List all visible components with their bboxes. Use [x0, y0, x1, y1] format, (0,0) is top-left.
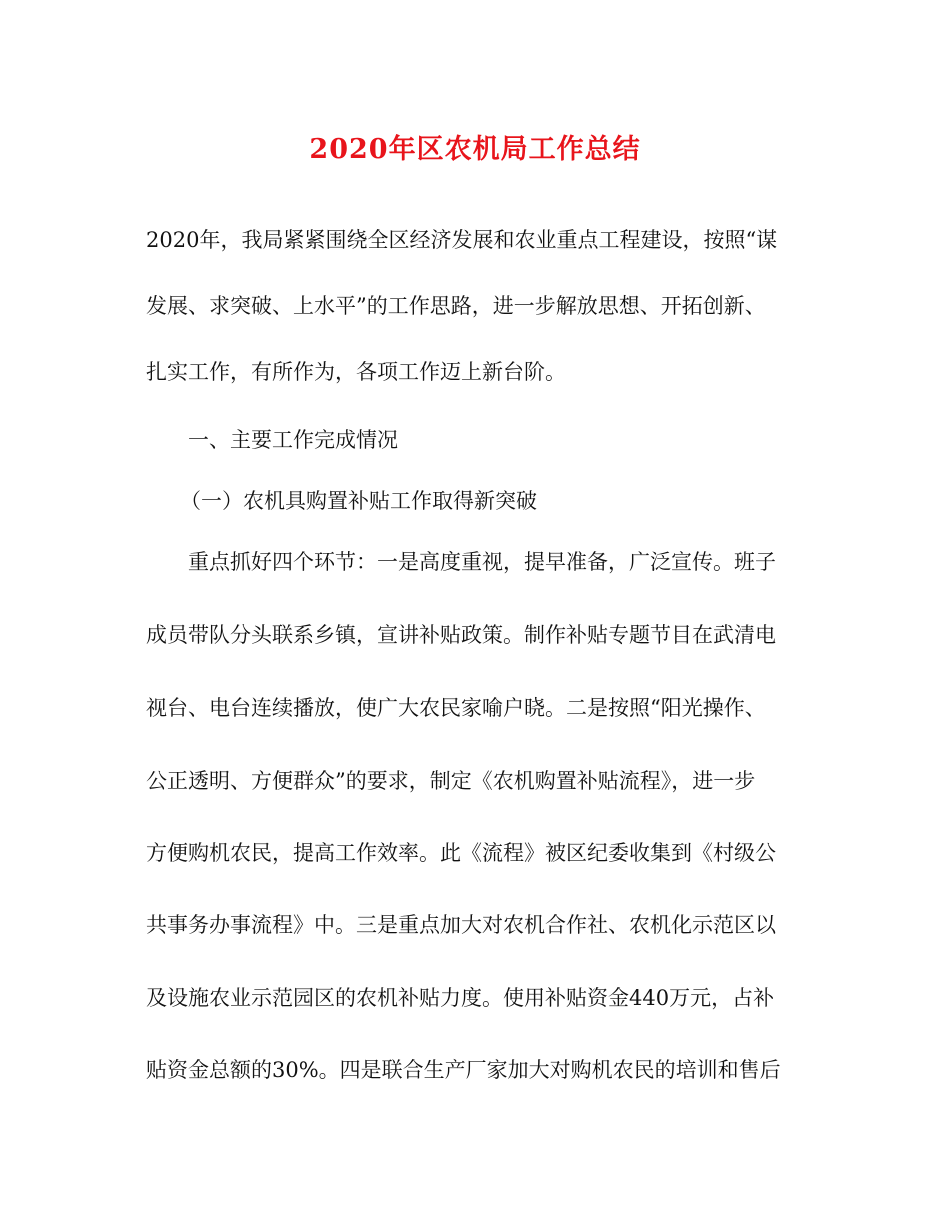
paragraph-line: 视台、电台连续播放，使广大农民家喻户晓。二是按照“阳光操作、	[146, 696, 766, 720]
paragraph-line: 共事务办事流程》中。三是重点加大对农机合作社、农机化示范区以	[146, 913, 776, 937]
paragraph-line: 重点抓好四个环节：一是高度重视，提早准备，广泛宣传。班子	[188, 550, 776, 574]
paragraph-line: 贴资金总额的30%。四是联合生产厂家加大对购机农民的培训和售后	[146, 1058, 781, 1082]
document-title: 2020年区农机局工作总结	[309, 134, 641, 165]
paragraph-line: 成员带队分头联系乡镇，宣讲补贴政策。制作补贴专题节目在武清电	[146, 623, 776, 647]
paragraph-line: 发展、求突破、上水平”的工作思路，进一步解放思想、开拓创新、	[146, 294, 766, 318]
paragraph-line: 扎实工作，有所作为，各项工作迈上新台阶。	[146, 360, 566, 384]
paragraph-line: 2020年，我局紧紧围绕全区经济发展和农业重点工程建设，按照“谋	[146, 228, 778, 252]
paragraph-line: 及设施农业示范园区的农机补贴力度。使用补贴资金440万元，占补	[146, 986, 775, 1010]
paragraph-line: 公正透明、方便群众”的要求，制定《农机购置补贴流程》，进一步	[146, 769, 756, 793]
section-heading: 一、主要工作完成情况	[188, 428, 398, 452]
paragraph-line: 方便购机农民，提高工作效率。此《流程》被区纪委收集到《村级公	[146, 841, 776, 865]
subsection-heading: （一）农机具购置补贴工作取得新突破	[180, 489, 537, 513]
